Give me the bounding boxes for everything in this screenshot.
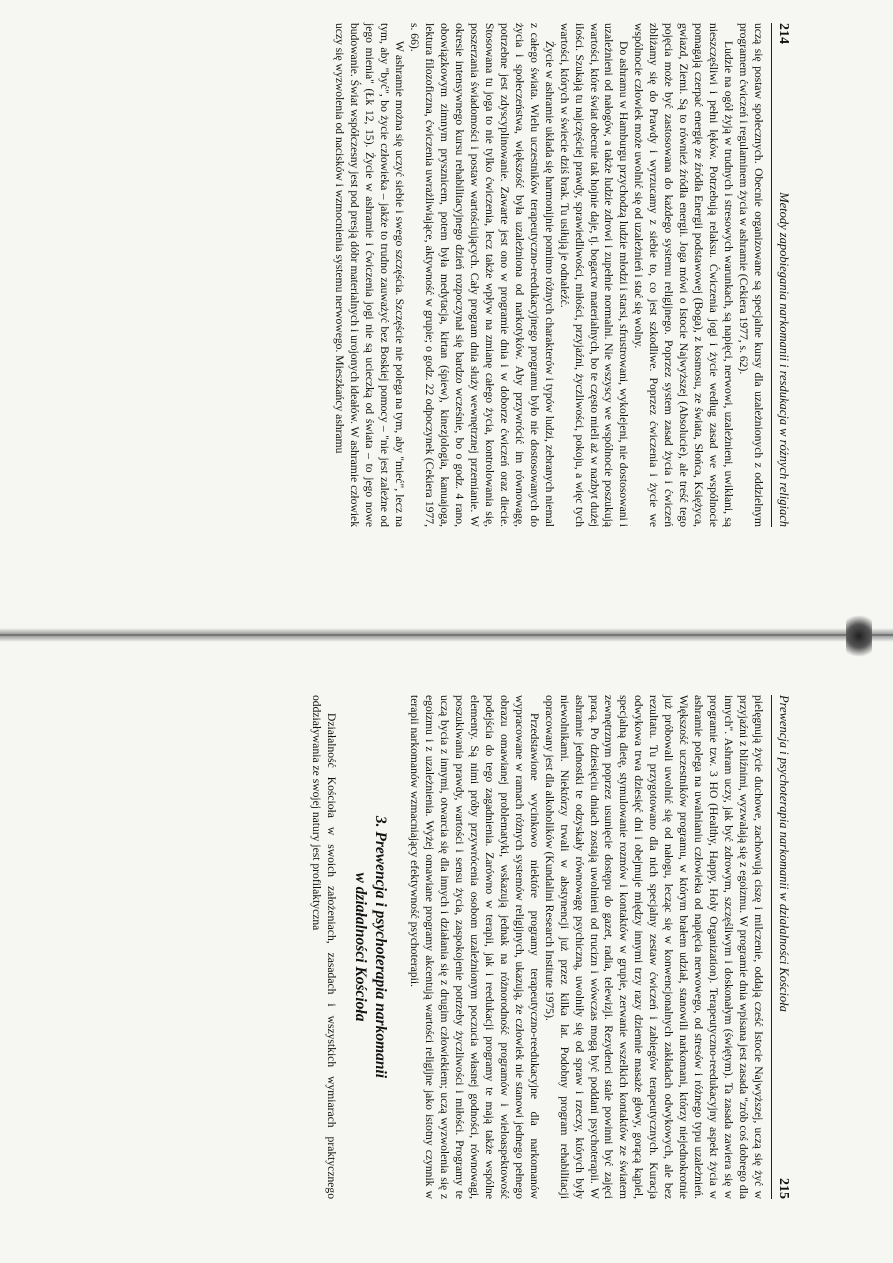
running-head-title: Metody zapobiegania narkomanii i resdukacja w różnych religiach [777,192,791,527]
running-header [771,23,791,527]
paragraph: uczą się postaw społecznych. Obecnie organizowane są specjalne kursy dla uzależnionych z oddzielnym programem ćwiczeń i regulaminem życia w ashramie (Cekiera 1977, s. 62). [737,23,765,527]
paragraph: Ludzie na ogół żyją w trudnych i stresowych warunkach, są napięci, nerwowi, uzależnieni, uwikłani, są nieszczęśliwi i pełni lęków. Potrzebują relaksu. Ćwiczenia jogi i życie według zasad we wspólnocie pomagają czerpać energię ze źródła Energii podstawowej (Boga), z kosmosu, ze świata, Słońca, Księżyca, gwiazd, Ziemi. Są to również źródła energii. Joga mówi o Istocie Najwyższej (Absolucie), ale treść tego pojęcia może być zastosowana do każdego systemu religijnego. Poprzez system zasad życia i ćwiczeń zbliżamy się do Prawdy i wyrzucamy z siebie to, co jest szkodliwe. Poprzez ćwiczenia i życie we wspólnocie człowiek może uwolnić się od uzależnień i stać się wolny. [632,23,736,527]
paragraph: pielęgnują życie duchowe, zachowują ciszę i milczenie, oddają cześć Istocie Najwyższej, uczą się żyć w przyjaźni z bliźnimi, wyzwalają się z egoizmu. W programie dnia wpisana jest zasada "zrób coś dobrego dla innych". Ashram uczy, jak być zdrowym, szczęśliwym i doskonałym (świętym). Ta zasada zawiera się w programie tzw. 3 HO (Healthy, Happy, Holy Organization). Terapeutyczno-reedukacyjny aspekt życia w ashramie polega na uwalnianiu człowieka od napięcia nerwowego, od stresów i różnego typu uzależnień. Większość uczestników programu, w którym brałem udział, stanowili narkomani, którzy niejednokrotnie już próbowali uwolnić się od nałogu, lecząc się w konwencjonalnych zakładach odwykowych, ale bez rezultatu. Tu przygotowano dla nich specjalny zestaw ćwiczeń i zabiegów terapeutycznych. Kuracja odwykowa trwa dziesięć dni i obejmuje między innymi trzy razy dziennie masaże głowy, gorącą kąpiel, specjalną dietę, stymulowanie rozmów i kontaktów w grupie, zerwanie wszelkich kontaktów ze światem zewnętrznym poprzez usunięcie dostępu do gazet, radia, telewizji. Rezydenci stale powinni być zajęci pracą. Po dziesięciu dniach zostają uwolnieni od trucizn i wówczas mogą być poddani psychoterapii. W ashramie jednostki te odzyskały równowagę psychiczną, uwolniły się od spraw i rzeczy, których były niewolnikami. Niektórzy trwali w abstynencji już przez kilka lat. Podobny program rehabilitacji opracowany jest dla alkoholików (Kundalini Research Institute 1975). [542,695,765,1199]
running-header [771,695,791,1199]
paragraph: Do ashramu w Hamburgu przychodzą ludzie młodzi i starsi, sfrustrowani, wykolejeni, nie dostosowani i uzależnieni od nałogów, a także ludzie zdrowi i zupełnie normalni. Nie wszyscy we wspólnocie poszukują wartości, które świat obecnie tak hojnie daje, tj. bogactw materialnych, bo te często mieli aż w nazbyt dużej ilości. Szukają tu najczęściej prawdy, sprawiedliwości, miłości, przyjaźni, życzliwości, pokoju, a więc tych wartości, których w świecie dziś brak. Tu usiłują je odnaleźć. [557,23,631,527]
paragraph: W ashramie można się uczyć siebie i swego szczęścia. Szczęście nie polega na tym, aby "mieć", lecz na tym, aby "być", bo życie człowieka – jakże to trudno zauważyć bez Boskiej pomocy – "nie jest zależne od jego mienia" (Łk 12, 15). Życie w ashramie i ćwiczenia jogi nie są ucieczką od świata – to jego nowe budowanie. Świat współczesny jest pod presją dóbr materialnych i urojonych ideałów. W ashramie człowiek uczy się wyzwolenia od nacisków i wzmocnienia systemu nerwowego. Mieszkańcy ashramu [333,23,407,527]
paragraph: Życie w ashramie układa się harmonijnie pomimo różnych charakterów i typów ludzi, zebranych niemal z całego świata. Wielu uczestników terapeutyczno-reedukacyjnego programu było nie dostosowanych do życia i społeczeństwa, większość była uzależniona od narkotyków. Aby przywrócić im równowagę, potrzebne jest zdyscyplinowanie. Zawarte jest ono w programie dnia i w doborze ćwiczeń oraz diecie. Stosowana tu joga to nie tylko ćwiczenia, lecz także wpływ na zmianę całego życia, kontrolowania się, poszerzania świadomości i postaw wartościujących. Cały program dnia służy wewnętrznej przemianie. W okresie intensywnego kursu rehabilitacyjnego dzień rozpoczynał się bardzo wcześnie, bo o godz. 4 rano, obowiązkowym zimnym prysznicem, potem była medytacja, kirtan (śpiew), kinezjologia, kanuajoga, lektura filozoficzna, ćwiczenia uwrażliwiające, aktywność w grupie; o godz. 22 odpoczynek (Cekiera 1977, s. 66). [408,23,556,527]
scan-smudge [846,610,872,662]
left-page [97,15,797,535]
section-heading-line: 3. Prewencja i psychoterapia narkomanii [372,815,390,1079]
page-number: 215 [776,1178,791,1199]
right-page [97,687,797,1207]
paragraph: Przedstawione wycinkowo niektóre programy terapeutyczno-reedukacyjne dla narkomanów wypracowane w ramach różnych systemów religijnych, ukazują, że człowiek nie stanowi jednego pełnego obrazu omawianej problematyki, wskazują jednak na różnorodność programów i wieloaspektowość podejścia do tego zagadnienia. Zarówno w terapii, jak i reedukacji programy te mają także wspólne elementy. Są nimi próby przywrócenia osobom uzależnionym poczucia własnej godności, równowagi, poszukiwania prawdy, wartości i sensu życia, zaspokojenie potrzeby życzliwości i miłości. Programy te uczą bycia z innymi, otwarcia się dla innych i działania się z drugim człowiekiem; uczą wyzwolenia się z egoizmu i z uzależnienia. Wyżej omawiane programy akcentują wartości religijne jako istotny czynnik w terapii narkomanów wzmacniający efektywność psychoterapii. [408,695,541,1199]
running-head-title: Prewencja i psychoterapia narkomanii w działalności Kościoła [777,695,791,1012]
section-heading [350,695,390,1199]
section-heading-line: w działalności Kościoła [351,872,369,1022]
paragraph: Działalność Kościoła w swoich założeniach, zasadach i wszystkich wymiarach praktycznego oddziaływania ze swojej natury jest profilaktyczna [309,695,338,1199]
page-number: 214 [776,23,791,44]
book-gutter [0,628,893,642]
